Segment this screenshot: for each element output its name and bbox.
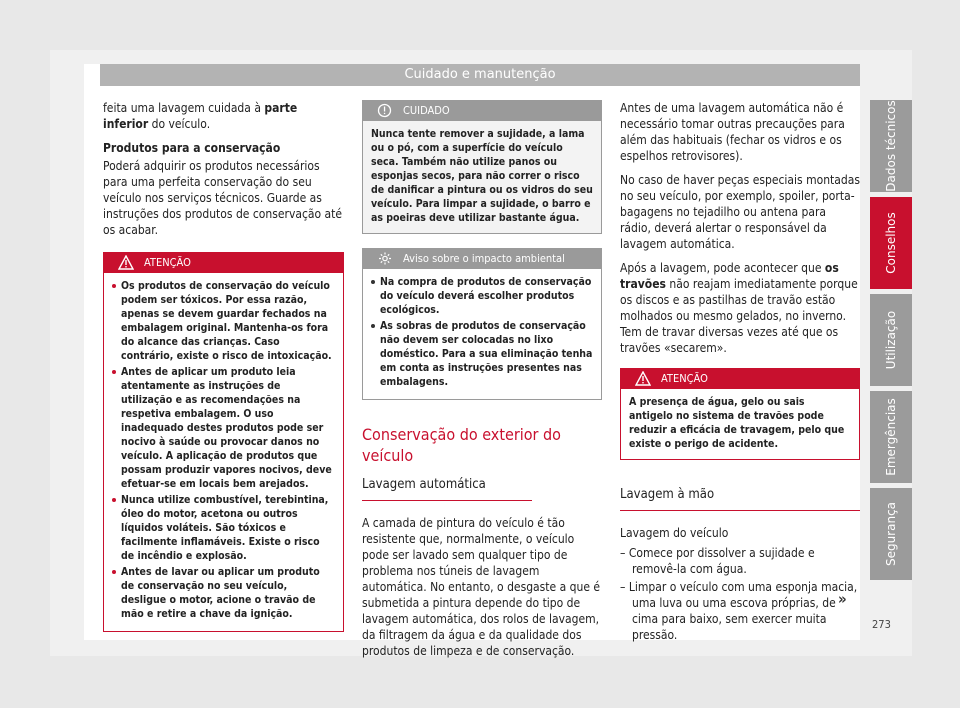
environment-header: Aviso sobre o impacto ambiental [363, 249, 601, 269]
column-right [620, 100, 860, 645]
body-paragraph: Antes de uma lavagem automática não é necessário tomar outras precauções para além das habituais (fechar os vidros e os espelhos retrovisores). [620, 101, 845, 163]
caution-body: Nunca tente remover a sujidade, a lama ou o pó, com a superfície do veículo seca. Também não utilize panos ou esponjas secos, para não correr o risco de danificar a pintura ou os vidros do seu veículo. Para limpar a sujidade, o barro e as poeiras deve utilizar bastante água. [371, 128, 593, 224]
wash-step: – Comece por dissolver a sujidade e removê-la com água. [620, 546, 815, 576]
products-heading: Produtos para a conservação [103, 141, 281, 155]
caution-box [362, 100, 602, 234]
wash-heading: Lavagem do veículo [620, 526, 729, 540]
body-paragraph: Após a lavagem, pode acontecer que os travões não reajam imediatamente porque os discos e as pastilhas de travão estão molhados ou mesmo gelados, no inverno. Tem de travar diversas vezes até que os travões «secarem». [620, 261, 858, 355]
info-circle-icon [377, 103, 392, 125]
section-title: Conservação do exterior do veículo [362, 425, 561, 465]
tab-conselhos[interactable]: Conselhos [870, 197, 912, 289]
caution-header: CUIDADO [363, 101, 601, 121]
intro-paragraph: feita uma lavagem cuidada à parte inferior do veículo. [103, 101, 298, 131]
environment-box [362, 248, 602, 400]
wash-step: – Limpar o veículo com uma esponja macia, uma luva ou uma escova próprias, de cima para baixo, sem exercer muita pressão. [620, 580, 858, 642]
products-text: Poderá adquirir os produtos necessários para uma perfeita conservação do seu veículo nos serviços técnicos. Guarde as instruções dos produtos de conservação até os acabar. [103, 159, 343, 237]
column-middle [362, 100, 602, 667]
subsection-title: Lavagem automática [362, 476, 532, 501]
continue-marker: » [838, 590, 847, 608]
tab-dados-tecnicos[interactable]: Dados técnicos [870, 100, 912, 192]
page-number: 273 [872, 618, 891, 631]
tab-seguranca[interactable]: Segurança [870, 488, 912, 580]
tab-emergencias[interactable]: Emergências [870, 391, 912, 483]
warning-header: ATENÇÃO [104, 253, 343, 273]
warning-item: Antes de aplicar um produto leia atentamente as instruções de utilização e as recomendações na respetiva embalagem. O uso inadequado destes produtos pode ser nocivo à saúde ou provocar danos no veículo. A aplicação de produtos que possam produzir vapores nocivos, deve efetuar-se em locais bem arejados. [112, 365, 335, 491]
warning-box [103, 252, 344, 632]
warning-item: Antes de lavar ou aplicar um produto de conservação no seu veículo, desligue o motor, acione o travão de mão e retire a chave da ignição. [112, 565, 335, 621]
body-paragraph: A camada de pintura do veículo é tão resistente que, normalmente, o veículo pode ser lavado sem qualquer tipo de problema nos túneis de lavagem automática. No entanto, o desgaste a que é submetida a pintura depende do tipo de lavagem automática, dos rolos de lavagem, da filtragem da água e da qualidade dos produtos de limpeza e de conservação. [362, 516, 601, 658]
environment-body [363, 269, 601, 399]
warning-body [104, 273, 343, 631]
warning-header: ATENÇÃO [621, 369, 859, 389]
warning-box [620, 368, 860, 460]
warning-triangle-icon [635, 371, 651, 393]
column-left [103, 100, 344, 646]
page-header: Cuidado e manutenção [100, 64, 860, 86]
warning-item: Nunca utilize combustível, terebintina, óleo do motor, acetona ou outros líquidos voláteis. São tóxicos e facilmente inflamáveis. Existe o risco de incêndio e explosão. [112, 493, 335, 563]
body-paragraph: No caso de haver peças especiais montadas no seu veículo, por exemplo, spoiler, porta-bagagens no tejadilho ou antena para rádio, deverá alertar o responsável da lavagem automática. [620, 173, 860, 251]
environment-item: Na compra de produtos de conservação do veículo deverá escolher produtos ecológicos. [371, 275, 593, 317]
tab-utilizacao[interactable]: Utilização [870, 294, 912, 386]
warning-item: Os produtos de conservação do veículo podem ser tóxicos. Por essa razão, apenas se devem guardar fechados na embalagem original. Mantenha-os fora do alcance das crianças. Caso contrário, existe o risco de intoxicação. [112, 279, 335, 363]
environment-item: As sobras de produtos de conservação não devem ser colocadas no lixo doméstico. Para a sua eliminação tenha em conta as instruções presentes nas embalagens. [371, 319, 593, 389]
intro-bold: parte inferior [103, 101, 298, 131]
warning-triangle-icon [118, 255, 134, 277]
subsection-title: Lavagem à mão [620, 486, 860, 511]
leaf-icon [377, 251, 393, 273]
warning-body: A presença de água, gelo ou sais antigelo no sistema de travões pode reduzir a eficácia de travagem, pelo que existe o perigo de acidente. [629, 396, 845, 450]
